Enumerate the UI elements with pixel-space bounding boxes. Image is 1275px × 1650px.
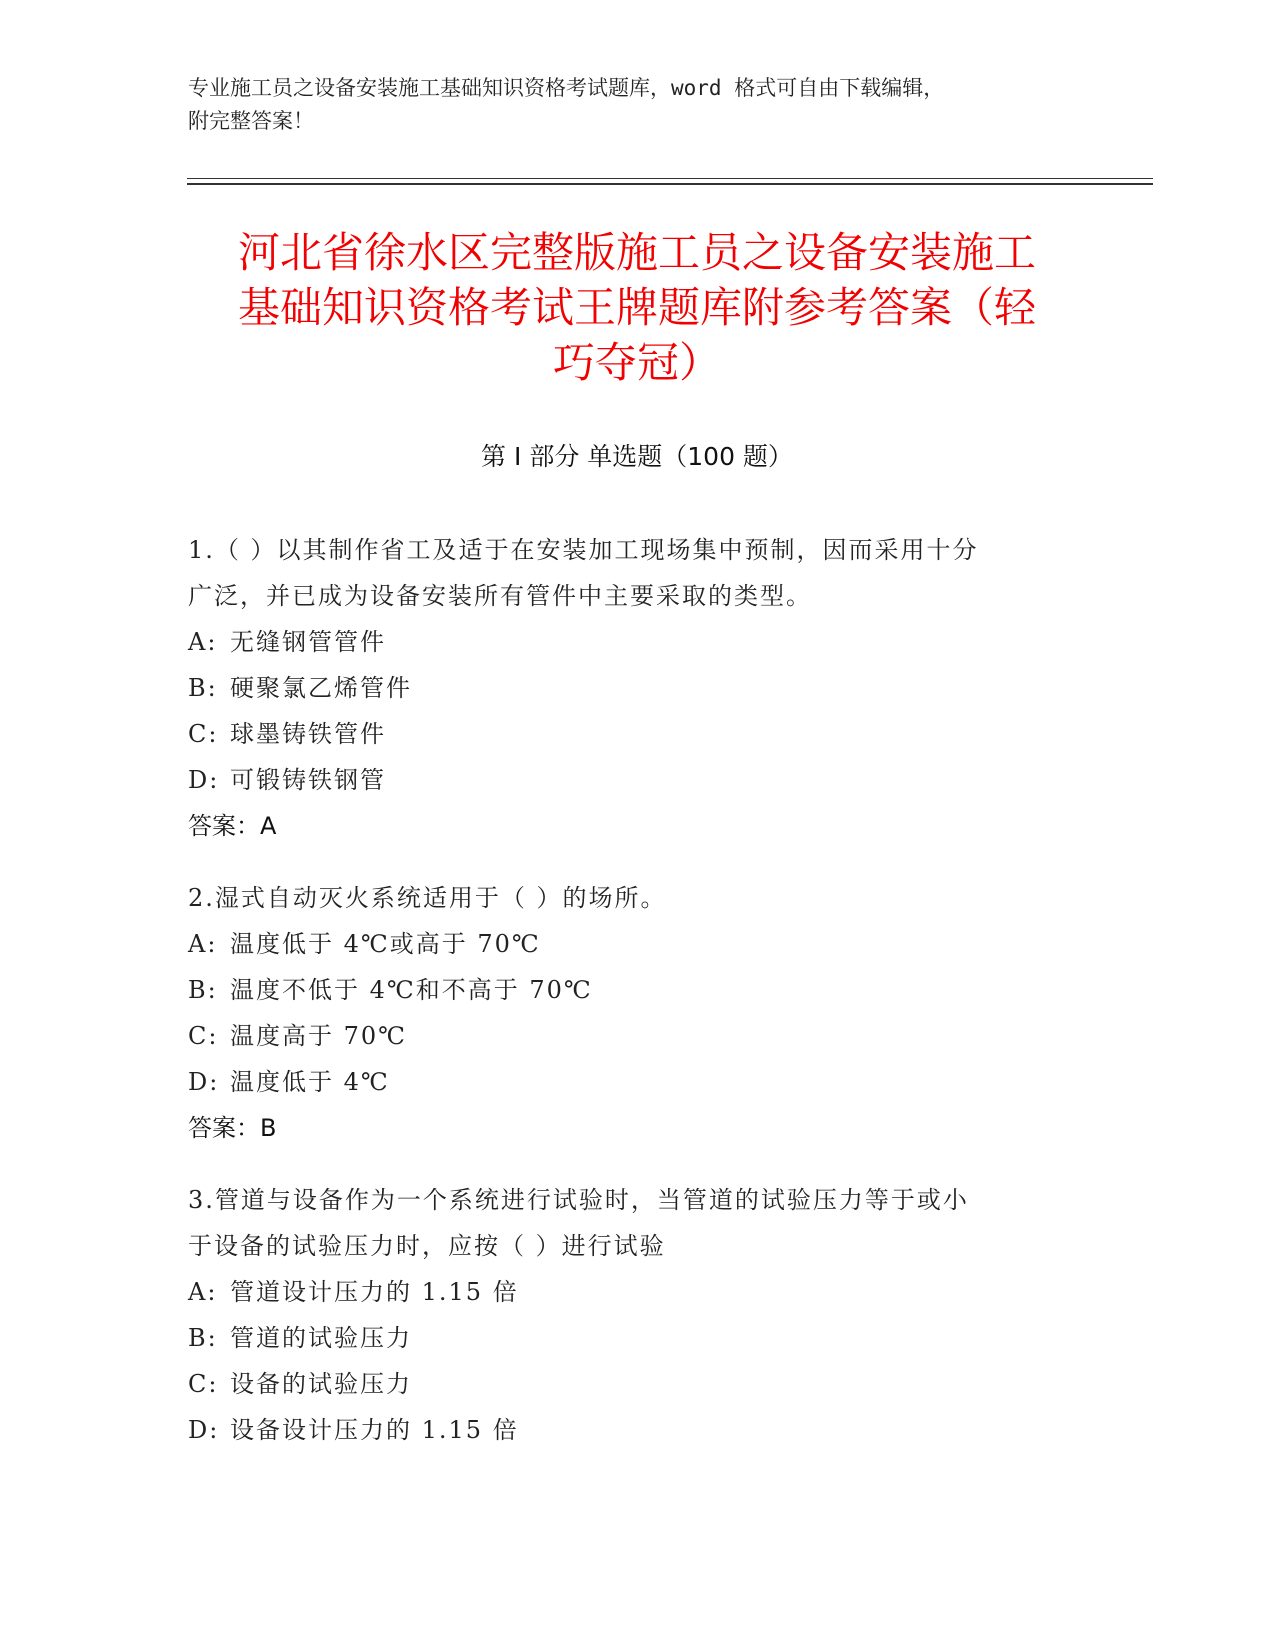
option-key: D: bbox=[188, 1068, 220, 1096]
header-note bbox=[188, 72, 1068, 138]
option-text: 无缝钢管管件 bbox=[230, 628, 386, 656]
option-d bbox=[188, 1407, 1068, 1453]
section-heading: 第 I 部分 单选题（100 题） bbox=[481, 442, 793, 471]
option-key: C: bbox=[188, 1370, 219, 1398]
option-text: 球墨铸铁管件 bbox=[230, 720, 386, 748]
option-b bbox=[188, 665, 1068, 711]
document-title bbox=[187, 225, 1087, 390]
option-key: B: bbox=[188, 674, 218, 702]
option-d bbox=[188, 757, 1068, 803]
title-line-3: 巧夺冠） bbox=[552, 338, 721, 387]
question-stem-line: 于设备的试验压力时，应按（ ）进行试验 bbox=[188, 1232, 666, 1260]
question-stem-line: 广泛，并已成为设备安装所有管件中主要采取的类型。 bbox=[188, 582, 812, 610]
answer-line: 答案：B bbox=[188, 1114, 277, 1142]
option-c bbox=[188, 1013, 1068, 1059]
header-divider-thick bbox=[187, 183, 1153, 185]
option-key: D: bbox=[188, 1416, 220, 1444]
option-d bbox=[188, 1059, 1068, 1105]
title-line-1: 河北省徐水区完整版施工员之设备安装施工 bbox=[237, 228, 1036, 277]
option-text: 可锻铸铁钢管 bbox=[230, 766, 386, 794]
question-2 bbox=[188, 875, 1068, 1151]
option-text: 设备的试验压力 bbox=[230, 1370, 412, 1398]
option-text: 温度不低于 4℃和不高于 70℃ bbox=[230, 976, 593, 1004]
option-key: A: bbox=[188, 1278, 218, 1306]
option-text: 温度低于 4℃ bbox=[230, 1068, 390, 1096]
question-list bbox=[188, 527, 1068, 1479]
option-key: B: bbox=[188, 976, 218, 1004]
option-a bbox=[188, 921, 1068, 967]
option-text: 温度高于 70℃ bbox=[230, 1022, 408, 1050]
option-key: C: bbox=[188, 720, 219, 748]
option-text: 温度低于 4℃或高于 70℃ bbox=[230, 930, 541, 958]
option-a bbox=[188, 1269, 1068, 1315]
option-text: 硬聚氯乙烯管件 bbox=[230, 674, 412, 702]
option-key: D: bbox=[188, 766, 220, 794]
option-key: A: bbox=[188, 930, 218, 958]
option-key: B: bbox=[188, 1324, 218, 1352]
header-note-line-1: 专业施工员之设备安装施工基础知识资格考试题库，word 格式可自由下载编辑， bbox=[188, 76, 945, 100]
option-b bbox=[188, 1315, 1068, 1361]
question-stem-line: 3.管道与设备作为一个系统进行试验时，当管道的试验压力等于或小 bbox=[188, 1186, 969, 1214]
option-c bbox=[188, 1361, 1068, 1407]
option-key: A: bbox=[188, 628, 218, 656]
question-1 bbox=[188, 527, 1068, 849]
option-key: C: bbox=[188, 1022, 219, 1050]
title-line-2: 基础知识资格考试王牌题库附参考答案（轻 bbox=[237, 283, 1036, 332]
question-stem-line: 2.湿式自动灭火系统适用于（ ）的场所。 bbox=[188, 884, 667, 912]
question-3 bbox=[188, 1177, 1068, 1453]
option-b bbox=[188, 967, 1068, 1013]
option-a bbox=[188, 619, 1068, 665]
option-text: 管道的试验压力 bbox=[230, 1324, 412, 1352]
option-text: 设备设计压力的 1.15 倍 bbox=[230, 1416, 519, 1444]
question-stem-line: 1.（ ）以其制作省工及适于在安装加工现场集中预制，因而采用十分 bbox=[188, 536, 979, 564]
option-c bbox=[188, 711, 1068, 757]
option-text: 管道设计压力的 1.15 倍 bbox=[230, 1278, 519, 1306]
answer-line: 答案：A bbox=[188, 812, 277, 840]
header-divider-thin bbox=[187, 178, 1153, 179]
header-note-line-2: 附完整答案！ bbox=[188, 109, 314, 133]
